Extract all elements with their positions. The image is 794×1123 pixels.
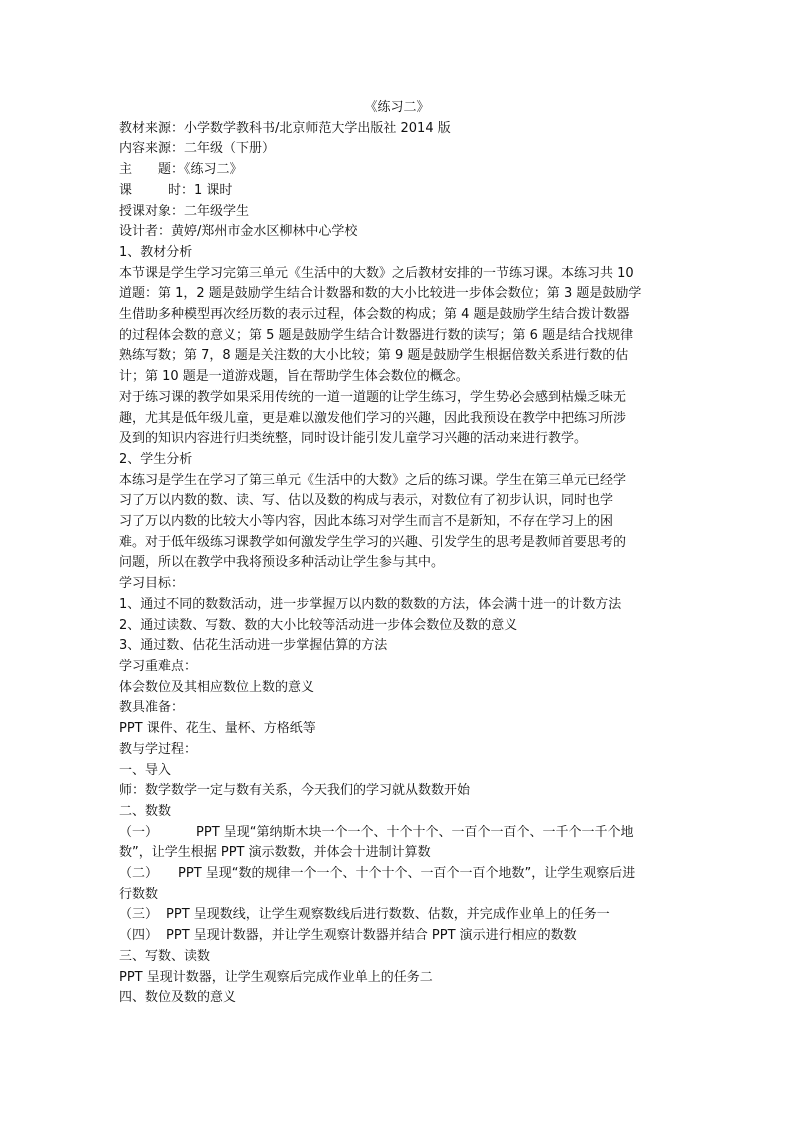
process-s2-item-3 (119, 905, 675, 926)
process-s3-heading: 三、写数、读数 (119, 948, 211, 964)
section1-p2-line: 对于练习课的教学如果采用传统的一道一道题的让学生练习，学生势必会感到枯燥乏味无 (119, 389, 627, 405)
section1-p1-line: 计；第 10 题是一道游戏题，旨在帮助学生体会数位的概念。 (119, 369, 469, 385)
meta-hours-rest: 时：1 课时 (168, 182, 233, 198)
document-title: 《练习二》 (364, 100, 430, 115)
document-body (119, 98, 675, 1009)
section2-p-line: 习了万以内数的数、读、写、估以及数的构成与表示，对数位有了初步认识，同时也学 (119, 493, 614, 509)
goal-item: 3、通过数、估花生活动进一步掌握估算的方法 (119, 638, 388, 654)
section1-p2-line: 趣，尤其是低年级儿童，更是难以激发他们学习的兴趣，因此我预设在教学中把练习所涉 (119, 410, 627, 426)
key-points-text: 体会数位及其相应数位上数的意义 (119, 679, 315, 695)
item-label: （四） (119, 928, 159, 944)
process-s3-text: PPT 呈现计数器，让学生观察后完成作业单上的任务二 (119, 969, 433, 985)
section2-p-line: 本练习是学生在学习了第三单元《生活中的大数》之后的练习课。学生在第三单元已经学 (119, 472, 627, 488)
item-text: PPT 呈现“第纳斯木块一个一个、十个十个、一百个一百个、一千个一千个地 (196, 824, 634, 840)
meta-topic-rest: 题：《练习二》 (158, 162, 243, 178)
section2-p-line: 难。对于低年级练习课教学如何激发学生学习的兴趣、引发学生的思考是教师首要思考的 (119, 534, 627, 550)
process-heading: 教与学过程： (119, 741, 198, 757)
item-label: （一） (119, 824, 159, 840)
section1-p1-line: 熟练写数；第 7，8 题是关注数的大小比较；第 9 题是鼓励学生根据倍数关系进行数的估 (119, 348, 629, 364)
item-text: PPT 呈现数线，让学生观察数线后进行数数、估数，并完成作业单上的任务一 (166, 907, 610, 923)
process-s4-heading: 四、数位及数的意义 (119, 990, 237, 1006)
section1-p1-line: 的过程体会数的意义；第 5 题是鼓励学生结合计数器进行数的读写；第 6 题是结合找规律 (119, 327, 634, 343)
section1-p1-line: 生借助多种模型再次经历数的表示过程，体会数的构成；第 4 题是鼓励学生结合拨计数器 (119, 307, 630, 323)
meta-content-source: 内容来源：二年级（下册） (119, 141, 276, 157)
section1-p1-line: 本节课是学生学习完第三单元《生活中的大数》之后教材安排的一节练习课。本练习共 10 (119, 265, 634, 281)
process-s2-heading: 二、数数 (119, 803, 172, 819)
process-s1-text: 师：数学数学一定与数有关系，今天我们的学习就从数数开始 (119, 783, 471, 799)
process-s2-item-2-cont: 行数数 (119, 886, 159, 902)
meta-hours-char: 课 (119, 182, 133, 198)
meta-topic-char: 主 (119, 162, 133, 178)
item-label: （三） (119, 907, 159, 923)
section2-p-line: 问题，所以在教学中我将预设多种活动让学生参与其中。 (119, 555, 445, 571)
goal-item: 2、通过读数、写数、数的大小比较等活动进一步体会数位及数的意义 (119, 617, 518, 633)
section1-p2-line: 及到的知识内容进行归类统整，同时设计能引发儿童学习兴趣的活动来进行教学。 (119, 431, 588, 447)
meta-audience: 授课对象：二年级学生 (119, 203, 250, 219)
meta-designer: 设计者：黄婷/郑州市金水区柳林中心学校 (119, 224, 358, 240)
section1-heading: 1、教材分析 (119, 244, 193, 260)
item-text: PPT 呈现计数器，并让学生观察计数器并结合 PPT 演示进行相应的数数 (166, 928, 577, 944)
process-s1-heading: 一、导入 (119, 762, 172, 778)
section1-p1-line: 道题：第 1，2 题是鼓励学生结合计数器和数的大小比较进一步体会数位；第 3 题是鼓励学 (119, 286, 642, 302)
goals-heading: 学习目标： (119, 576, 185, 592)
item-label: （二） (119, 866, 159, 882)
process-s2-item-2 (119, 864, 675, 885)
item-text: PPT 呈现“数的规律一个一个、十个十个、一百个一百个地数”，让学生观察后进 (178, 866, 636, 882)
process-s2-item-1-cont: 数”，让学生根据 PPT 演示数数，并体会十进制计算数 (119, 845, 431, 861)
meta-source: 教材来源：小学数学教科书/北京师范大学出版社 2014 版 (119, 120, 451, 136)
section2-heading: 2、学生分析 (119, 451, 193, 467)
goal-item: 1、通过不同的数数活动，进一步掌握万以内数的数数的方法，体会满十进一的计数方法 (119, 596, 622, 612)
meta-hours (119, 181, 675, 202)
section2-p-line: 习了万以内数的比较大小等内容，因此本练习对学生而言不是新知，不存在学习上的困 (119, 514, 614, 530)
meta-topic (119, 160, 675, 181)
process-s2-item-4 (119, 926, 675, 947)
tools-text: PPT 课件、花生、量杯、方格纸等 (119, 721, 316, 737)
key-points-heading: 学习重难点： (119, 658, 198, 674)
tools-heading: 教具准备： (119, 700, 185, 716)
process-s2-item-1 (119, 823, 675, 844)
